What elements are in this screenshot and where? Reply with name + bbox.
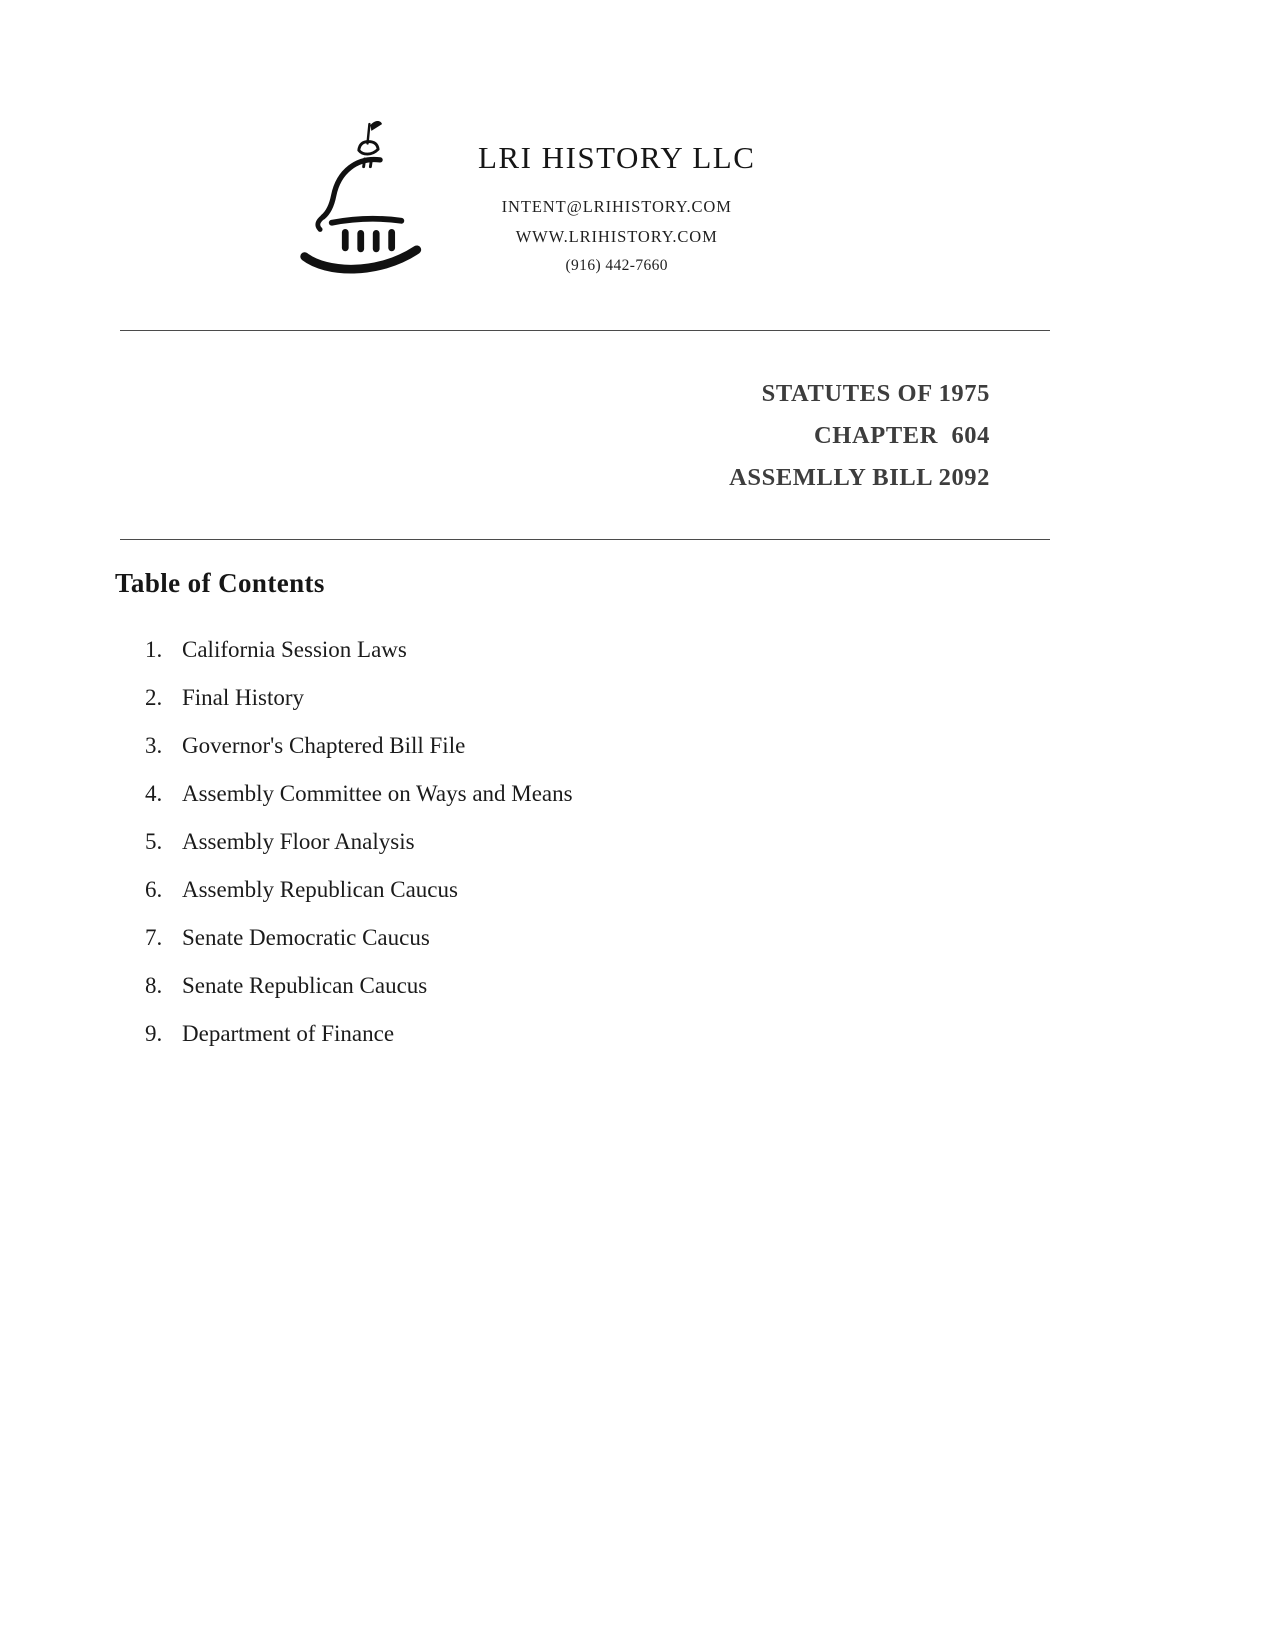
toc-item: Senate Republican Caucus xyxy=(182,973,428,998)
capitol-dome-icon xyxy=(295,118,440,283)
toc-item: Governor's Chaptered Bill File xyxy=(182,733,466,758)
toc-item: Assembly Republican Caucus xyxy=(182,877,458,902)
title-block xyxy=(0,331,1276,539)
toc-item: Assembly Floor Analysis xyxy=(182,829,415,854)
company-name: LRI HISTORY LLC xyxy=(478,140,756,175)
toc-item: California Session Laws xyxy=(182,637,407,662)
chapter-line: CHAPTER 604 xyxy=(814,422,990,449)
bill-line: ASSEMLLY BILL 2092 xyxy=(729,464,990,491)
toc-item: Senate Democratic Caucus xyxy=(182,925,430,950)
company-phone: (916) 442-7660 xyxy=(565,257,668,274)
company-website: WWW.LRIHISTORY.COM xyxy=(515,227,718,246)
toc-item: Final History xyxy=(182,685,305,710)
toc-item: Department of Finance xyxy=(182,1021,395,1046)
toc-item: Assembly Committee on Ways and Means xyxy=(182,781,573,806)
statutes-line: STATUTES OF 1975 xyxy=(761,380,990,407)
letterhead-text xyxy=(478,140,755,280)
toc-list xyxy=(115,635,1276,1049)
company-email: INTENT@LRIHISTORY.COM xyxy=(501,197,732,216)
table-of-contents xyxy=(0,540,1276,1049)
letterhead xyxy=(0,0,1276,283)
toc-heading: Table of Contents xyxy=(115,568,325,598)
